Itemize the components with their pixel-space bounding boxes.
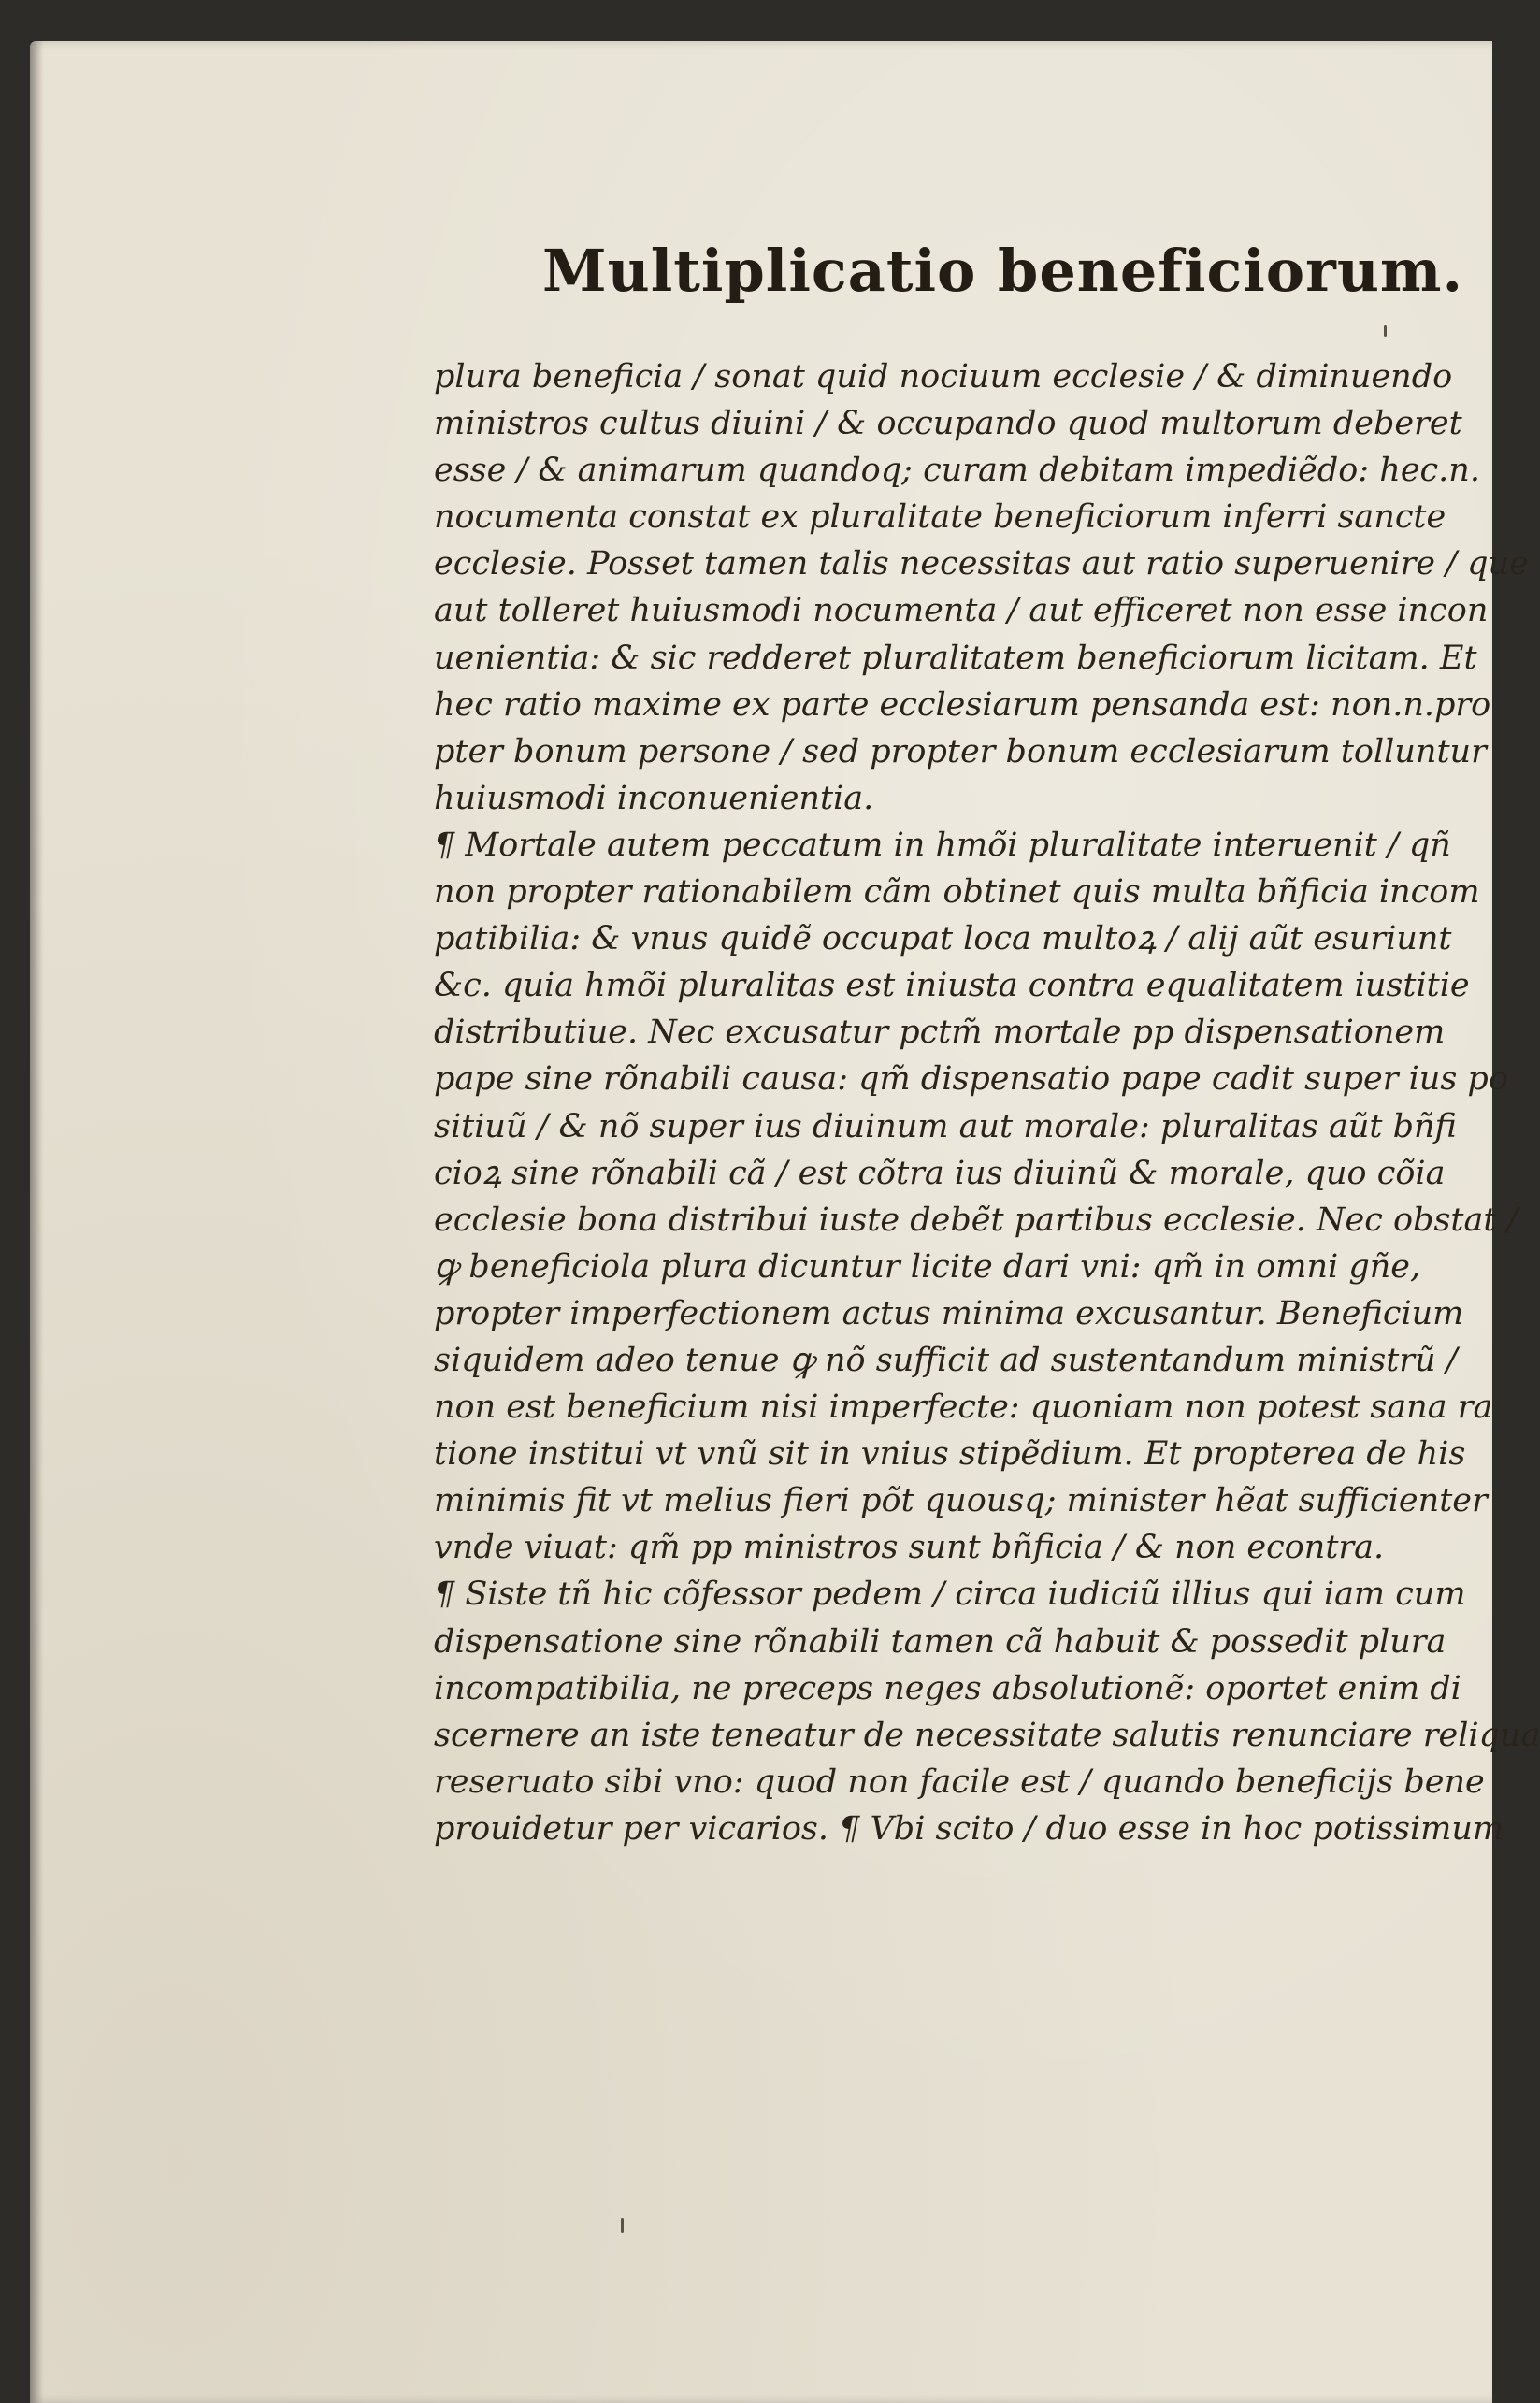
text-line: uenientia: & sic redderet pluralitatem beneficiorum licitam. Et <box>434 639 1477 677</box>
text-line: &c. quia hmõi pluralitas est iniusta contra equalitatem iustitie <box>434 967 1470 1005</box>
text-line: incompatibilia, ne preceps neges absolutionẽ: oportet enim di <box>434 1669 1461 1707</box>
text-line: ecclesie bona distribui iuste debẽt partibus ecclesie. Nec obstat / <box>434 1201 1518 1239</box>
text-line: ¶ Siste tñ hic cõfessor pedem / circa iudiciũ illius qui iam cum <box>434 1576 1466 1614</box>
text-line: pape sine rõnabili causa: qm̃ dispensatio pape cadit super ius po <box>434 1060 1508 1099</box>
page-gutter-shadow <box>30 41 43 2403</box>
text-line: patibilia: & vnus quidẽ occupat loca multoꝝ / alij aũt esuriunt <box>434 920 1452 958</box>
text-line: ꝙ beneficiola plura dicuntur licite dari vni: qm̃ in omni gñe, <box>434 1247 1421 1286</box>
text-line: prouidetur per vicarios. ¶ Vbi scito / duo esse in hoc potissimum <box>434 1809 1504 1848</box>
text-line: scernere an iste teneatur de necessitate salutis renunciare reliqua <box>434 1716 1540 1754</box>
text-line: reseruato sibi vno: quod non facile est / quando beneficijs bene <box>434 1763 1485 1801</box>
text-line: minimis fit vt melius fieri põt quousq; minister hẽat sufficienter <box>434 1482 1488 1520</box>
text-line: ¶ Mortale autem peccatum in hmõi pluralitate interuenit / qñ <box>434 826 1451 864</box>
text-line: huiusmodi inconuenientia. <box>434 779 874 817</box>
text-line: plura beneficia / sonat quid nociuum ecclesie / & diminuendo <box>434 358 1453 396</box>
text-line: cioꝝ sine rõnabili cã / est cõtra ius diuinũ & morale, quo cõia <box>434 1154 1446 1192</box>
paper-speck <box>1384 325 1387 337</box>
text-line: propter imperfectionem actus minima excusantur. Beneficium <box>434 1294 1464 1332</box>
text-line: siquidem adeo tenue ꝙ nõ sufficit ad sustentandum ministrũ / <box>434 1341 1458 1379</box>
text-line: distributiue. Nec excusatur pctm̃ mortale pp dispensationem <box>434 1014 1446 1052</box>
text-line: pter bonum persone / sed propter bonum ecclesiarum tolluntur <box>434 732 1487 770</box>
body-text <box>434 353 1540 1852</box>
text-line: vnde viuat: qm̃ pp ministros sunt bñficia / & non econtra. <box>434 1529 1385 1567</box>
text-line: nocumenta constat ex pluralitate beneficiorum inferri sancte <box>434 498 1446 537</box>
text-line: ecclesie. Posset tamen talis necessitas aut ratio superuenire / que <box>434 545 1529 583</box>
text-line: dispensatione sine rõnabili tamen cã habuit & possedit plura <box>434 1622 1446 1661</box>
text-line: sitiuũ / & nõ super ius diuinum aut morale: pluralitas aũt bñfi <box>434 1107 1457 1145</box>
text-line: aut tolleret huiusmodi nocumenta / aut efficeret non esse incon <box>434 592 1489 630</box>
text-line: hec ratio maxime ex parte ecclesiarum pensanda est: non.n.pro <box>434 685 1491 724</box>
text-line: non est beneficium nisi imperfecte: quoniam non potest sana ra <box>434 1389 1493 1427</box>
text-line: non propter rationabilem cãm obtinet quis multa bñficia incom <box>434 873 1480 912</box>
text-line: tione institui vt vnũ sit in vnius stipẽdium. Et propterea de his <box>434 1435 1466 1474</box>
text-line: ministros cultus diuini / & occupando quod multorum deberet <box>434 405 1462 443</box>
page-heading: Multiplicatio beneficiorum. <box>542 237 1464 305</box>
text-line: esse / & animarum quandoq; curam debitam impediẽdo: hec.n. <box>434 452 1480 490</box>
paper-speck <box>621 2218 624 2233</box>
